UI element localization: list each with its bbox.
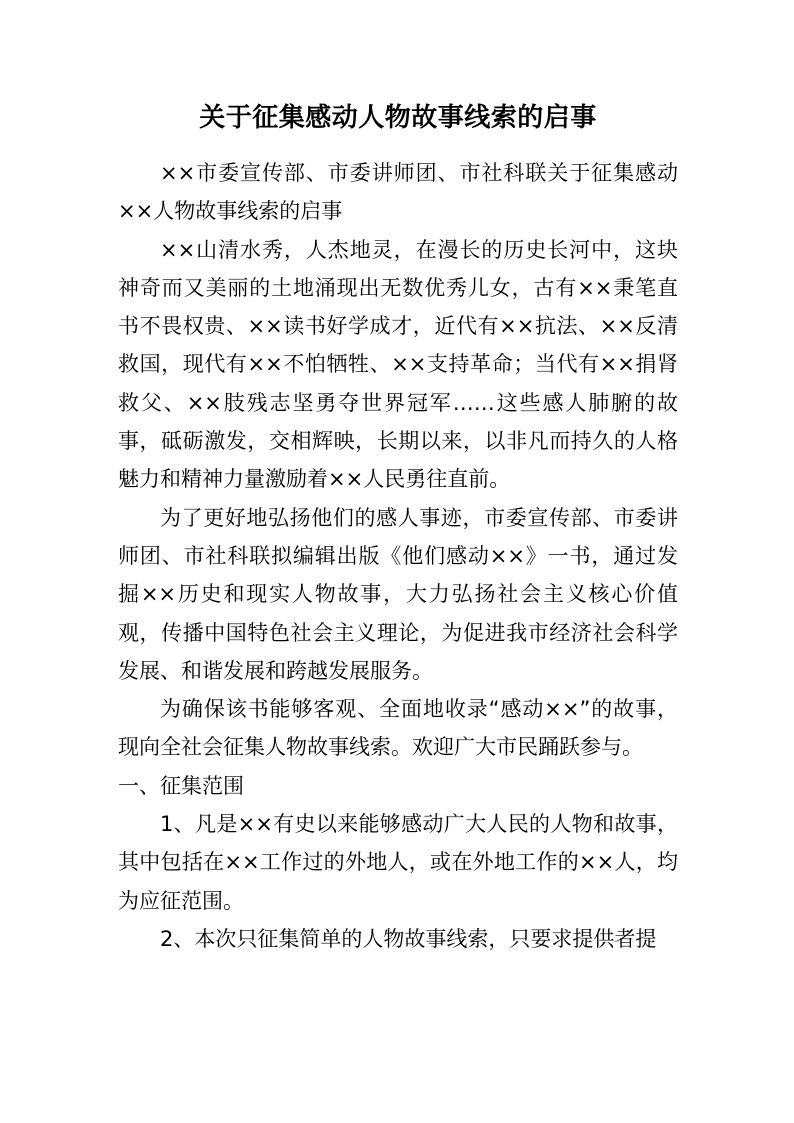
purpose-paragraph: 为了更好地弘扬他们的感人事迹，市委宣传部、市委讲师团、市社科联拟编辑出版《他们感动××》一书，通过发掘××历史和现实人物故事，大力弘扬社会主义核心价值观，传播中国特色社会主义理论，为促进我市经济社会科学发展、和谐发展和跨越发展服务。: [118, 505, 678, 683]
call-paragraph: 为确保该书能够客观、全面地收录“感动××”的故事，现向全社会征集人物故事线索。欢迎广大市民踊跃参与。: [118, 697, 678, 760]
intro-paragraph: ××山清水秀，人杰地灵，在漫长的历史长河中，这块神奇而又美丽的土地涌现出无数优秀儿女，古有××秉笔直书不畏权贵、××读书好学成才，近代有××抗法、××反清救国，现代有××不怕牺牲、××支持革命；当代有××捐肾救父、××肢残志坚勇夺世界冠军……这些感人肺腑的故事，砥砺激发，交相辉映，长期以来，以非凡而持久的人格魅力和精神力量激励着××人民勇往直前。: [118, 237, 678, 492]
scope-item-2: 2、本次只征集简单的人物故事线索，只要求提供者提: [160, 926, 657, 951]
section-heading-scope: 一、征集范围: [118, 773, 244, 798]
document-title: 关于征集感动人物故事线索的启事: [199, 103, 597, 133]
scope-item-1: 1、凡是××有史以来能够感动广大人民的人物和故事，其中包括在××工作过的外地人，或在外地工作的××人，均为应征范围。: [118, 812, 678, 913]
heading-paragraph: ××市委宣传部、市委讲师团、市社科联关于征集感动××人物故事线索的启事: [118, 161, 678, 224]
document-body: [118, 154, 678, 958]
